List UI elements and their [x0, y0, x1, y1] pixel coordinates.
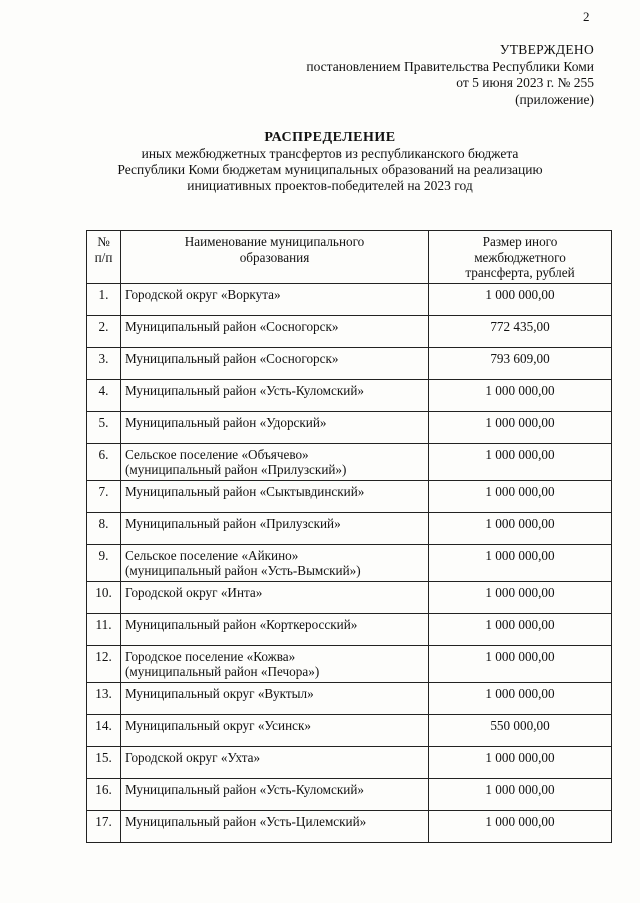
row-municipality-line: Муниципальный район «Усть-Куломский» — [125, 382, 364, 398]
table-row — [87, 613, 612, 645]
row-municipality — [121, 778, 429, 810]
row-municipality-line: Муниципальный район «Прилузский» — [125, 515, 341, 531]
table-row — [87, 347, 612, 379]
row-number: 4. — [87, 379, 121, 411]
row-municipality-line: Городской округ «Ухта» — [125, 749, 261, 765]
row-municipality — [121, 443, 429, 480]
table-row — [87, 645, 612, 682]
table-row — [87, 544, 612, 581]
approval-block — [306, 42, 594, 108]
row-municipality-line: (муниципальный район «Прилузский») — [125, 462, 347, 477]
row-municipality — [121, 810, 429, 842]
row-municipality — [121, 613, 429, 645]
row-municipality — [121, 645, 429, 682]
row-number: 17. — [87, 810, 121, 842]
row-amount: 550 000,00 — [429, 714, 612, 746]
table-row — [87, 379, 612, 411]
row-amount: 1 000 000,00 — [429, 746, 612, 778]
header-name-line-2: образования — [239, 249, 310, 265]
approval-line-3: (приложение) — [515, 91, 594, 107]
row-number: 7. — [87, 480, 121, 512]
row-municipality-line: Городское поселение «Кожва» — [125, 648, 296, 664]
row-amount: 1 000 000,00 — [429, 379, 612, 411]
row-municipality-line: Муниципальный район «Сыктывдинский» — [125, 483, 365, 499]
row-municipality — [121, 347, 429, 379]
row-municipality-line: Муниципальный район «Удорский» — [125, 414, 327, 430]
row-amount: 1 000 000,00 — [429, 411, 612, 443]
table-row — [87, 480, 612, 512]
approval-title: УТВЕРЖДЕНО — [499, 42, 594, 57]
approval-line-1: постановлением Правительства Республики Коми — [306, 58, 594, 74]
table-row — [87, 746, 612, 778]
table-row — [87, 581, 612, 613]
header-amount-line-2: межбюджетного — [474, 249, 566, 265]
row-municipality — [121, 544, 429, 581]
row-number: 8. — [87, 512, 121, 544]
heading-line-3: инициативных проектов-победителей на 2023 год — [187, 178, 473, 193]
row-municipality-line: Муниципальный район «Сосногорск» — [125, 350, 339, 366]
row-municipality — [121, 315, 429, 347]
row-number: 10. — [87, 581, 121, 613]
row-amount: 1 000 000,00 — [429, 283, 612, 315]
header-amount — [429, 231, 612, 284]
table-row — [87, 714, 612, 746]
table-row — [87, 315, 612, 347]
row-amount: 772 435,00 — [429, 315, 612, 347]
row-municipality — [121, 746, 429, 778]
document-heading — [60, 130, 600, 194]
approval-line-2: от 5 июня 2023 г. № 255 — [456, 75, 594, 90]
table-row — [87, 411, 612, 443]
header-num-line-1: № — [97, 234, 110, 249]
row-municipality — [121, 682, 429, 714]
row-number: 1. — [87, 283, 121, 315]
table-row — [87, 283, 612, 315]
row-number: 15. — [87, 746, 121, 778]
row-municipality — [121, 581, 429, 613]
row-amount: 1 000 000,00 — [429, 645, 612, 682]
row-number: 9. — [87, 544, 121, 581]
row-municipality-line: Муниципальный округ «Вуктыл» — [125, 685, 314, 701]
table-row — [87, 682, 612, 714]
row-municipality-line: Сельское поселение «Объячево» — [125, 446, 309, 462]
row-municipality-line: Муниципальный район «Усть-Цилемский» — [125, 813, 367, 829]
row-municipality-line: Городской округ «Воркута» — [125, 286, 281, 302]
row-number: 2. — [87, 315, 121, 347]
row-amount: 1 000 000,00 — [429, 581, 612, 613]
row-number: 16. — [87, 778, 121, 810]
row-number: 6. — [87, 443, 121, 480]
row-amount: 1 000 000,00 — [429, 512, 612, 544]
table-header-row — [87, 231, 612, 284]
heading-line-2: Республики Коми бюджетам муниципальных образований на реализацию — [117, 162, 543, 177]
row-amount: 1 000 000,00 — [429, 778, 612, 810]
row-number: 13. — [87, 682, 121, 714]
row-amount: 1 000 000,00 — [429, 544, 612, 581]
row-municipality-line: Городской округ «Инта» — [125, 584, 263, 600]
row-municipality-line: Муниципальный округ «Усинск» — [125, 717, 312, 733]
row-municipality-line: Муниципальный район «Корткеросский» — [125, 616, 358, 632]
row-municipality — [121, 714, 429, 746]
row-amount: 1 000 000,00 — [429, 480, 612, 512]
header-name-line-1: Наименование муниципального — [184, 234, 365, 249]
table-row — [87, 512, 612, 544]
row-municipality — [121, 512, 429, 544]
row-amount: 793 609,00 — [429, 347, 612, 379]
row-municipality-line: Муниципальный район «Сосногорск» — [125, 318, 339, 334]
row-municipality-line: (муниципальный район «Усть-Вымский») — [125, 563, 361, 578]
row-number: 3. — [87, 347, 121, 379]
row-municipality — [121, 379, 429, 411]
header-num-line-2: п/п — [94, 249, 113, 265]
row-number: 5. — [87, 411, 121, 443]
row-number: 12. — [87, 645, 121, 682]
row-number: 14. — [87, 714, 121, 746]
table-row — [87, 810, 612, 842]
heading-line-1: иных межбюджетных трансфертов из республиканского бюджета — [141, 146, 519, 161]
row-amount: 1 000 000,00 — [429, 443, 612, 480]
header-amount-line-3: трансферта, рублей — [465, 265, 575, 280]
row-municipality — [121, 480, 429, 512]
row-municipality — [121, 411, 429, 443]
header-amount-line-1: Размер иного — [482, 234, 558, 249]
row-amount: 1 000 000,00 — [429, 810, 612, 842]
distribution-table — [86, 230, 612, 843]
row-municipality-line: Сельское поселение «Айкино» — [125, 547, 299, 563]
row-amount: 1 000 000,00 — [429, 682, 612, 714]
page-number: 2 — [583, 9, 590, 24]
table-body — [87, 283, 612, 842]
row-municipality-line: Муниципальный район «Усть-Куломский» — [125, 781, 364, 797]
table-row — [87, 443, 612, 480]
row-amount: 1 000 000,00 — [429, 613, 612, 645]
row-municipality-line: (муниципальный район «Печора») — [125, 664, 320, 679]
row-municipality — [121, 283, 429, 315]
header-num — [87, 231, 121, 284]
header-name — [121, 231, 429, 284]
document-title: РАСПРЕДЕЛЕНИЕ — [264, 130, 396, 145]
row-number: 11. — [87, 613, 121, 645]
table-row — [87, 778, 612, 810]
